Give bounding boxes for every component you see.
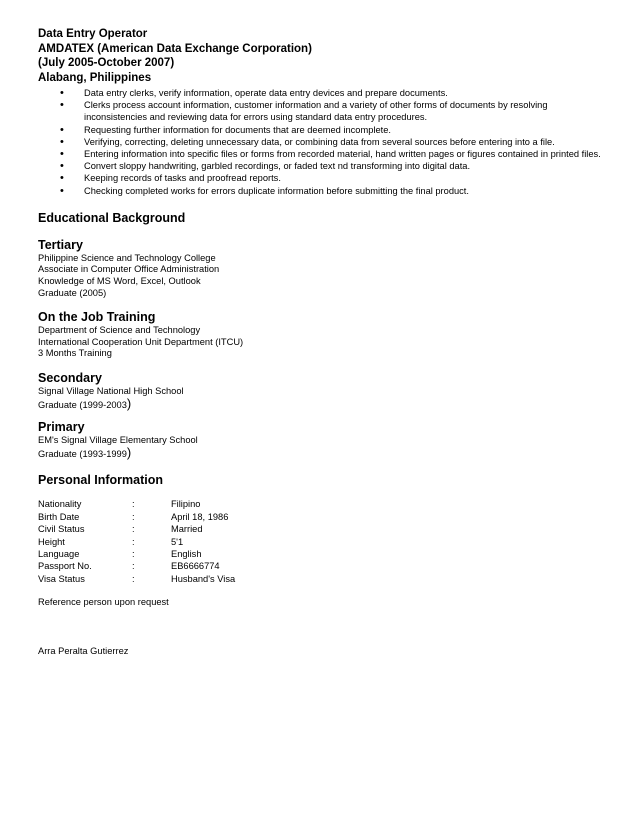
personal-heading: Personal Information [38, 473, 164, 488]
primary-heading: Primary [38, 420, 85, 435]
education-heading: Educational Background [38, 210, 186, 225]
info-colon: : [132, 524, 135, 535]
ojt-heading: On the Job Training [38, 310, 156, 325]
duty-item: • Requesting further information for documents that are deemed incomplete. [84, 124, 608, 136]
info-label: Height [38, 536, 65, 547]
tertiary-course: Associate in Computer Office Administration [38, 264, 220, 275]
info-colon: : [132, 573, 135, 584]
info-value: April 18, 1986 [171, 511, 229, 522]
info-colon: : [132, 499, 135, 510]
duty-item: • Convert sloppy handwriting, garbled recordings, or faded text nd transforming into digital data. [84, 160, 608, 172]
info-colon: : [132, 548, 135, 559]
ojt-duration: 3 Months Training [38, 348, 112, 359]
info-label: Nationality [38, 499, 82, 510]
secondary-graduate-text: Graduate (1999-2003 [38, 399, 127, 410]
info-label: Visa Status [38, 573, 85, 584]
table-row [38, 573, 235, 585]
secondary-school: Signal Village National High School [38, 385, 184, 396]
info-label: Passport No. [38, 561, 92, 572]
ojt-unit: International Cooperation Unit Department (ITCU) [38, 336, 244, 347]
duties-list [38, 87, 608, 197]
info-colon: : [132, 536, 135, 547]
info-label: Civil Status [38, 524, 85, 535]
info-value: Husband's Visa [171, 573, 236, 584]
info-label: Birth Date [38, 511, 80, 522]
duty-item: • Verifying, correcting, deleting unnecessary data, or combining data from several sources before entering into a file. [84, 136, 608, 148]
employment-period: (July 2005-October 2007) [38, 57, 175, 69]
tertiary-skills: Knowledge of MS Word, Excel, Outlook [38, 276, 201, 287]
info-value: 5'1 [171, 536, 184, 547]
info-value: English [171, 548, 202, 559]
table-row [38, 536, 235, 548]
job-title: Data Entry Operator [38, 28, 148, 40]
info-label: Language [38, 548, 80, 559]
table-row [38, 511, 235, 523]
info-colon: : [132, 561, 135, 572]
duty-item: • Data entry clerks, verify information, operate data entry devices and prepare documents. [84, 87, 608, 99]
duty-item: • Clerks process account information, customer information and a variety of other forms of documents by resolving inconsistencies and reviewing data for errors using standard data entry procedures. [84, 99, 608, 123]
table-row [38, 523, 235, 535]
personal-info-table [38, 498, 235, 585]
info-value: Filipino [171, 499, 201, 510]
job-location: Alabang, Philippines [38, 71, 152, 84]
info-value: Married [171, 524, 203, 535]
tertiary-heading: Tertiary [38, 237, 83, 252]
tertiary-school: Philippine Science and Technology College [38, 252, 216, 263]
primary-paren: ) [126, 444, 132, 460]
primary-graduate [38, 444, 608, 461]
primary-school: EM's Signal Village Elementary School [38, 435, 198, 446]
table-row [38, 548, 235, 560]
secondary-paren: ) [126, 395, 132, 411]
info-value: EB6666774 [171, 561, 220, 572]
table-row [38, 560, 235, 572]
duty-item: • Entering information into specific files or forms from recorded material, hand written pages or figures contained in printed files. [84, 148, 608, 160]
duty-item: • Checking completed works for errors duplicate information before submitting the final product. [84, 185, 608, 197]
duty-item: • Keeping records of tasks and proofread reports. [84, 172, 608, 184]
secondary-heading: Secondary [38, 370, 102, 385]
signature-name: Arra Peralta Gutierrez [38, 645, 129, 656]
tertiary-graduate: Graduate (2005) [38, 287, 107, 298]
resume-page [38, 27, 608, 657]
secondary-graduate [38, 395, 608, 412]
info-colon: : [132, 511, 135, 522]
reference-note: Reference person upon request [38, 597, 169, 608]
company-name: AMDATEX (American Data Exchange Corporation) [38, 42, 312, 55]
table-row [38, 498, 235, 510]
primary-graduate-text: Graduate (1993-1999 [38, 448, 127, 459]
ojt-department: Department of Science and Technology [38, 325, 201, 336]
